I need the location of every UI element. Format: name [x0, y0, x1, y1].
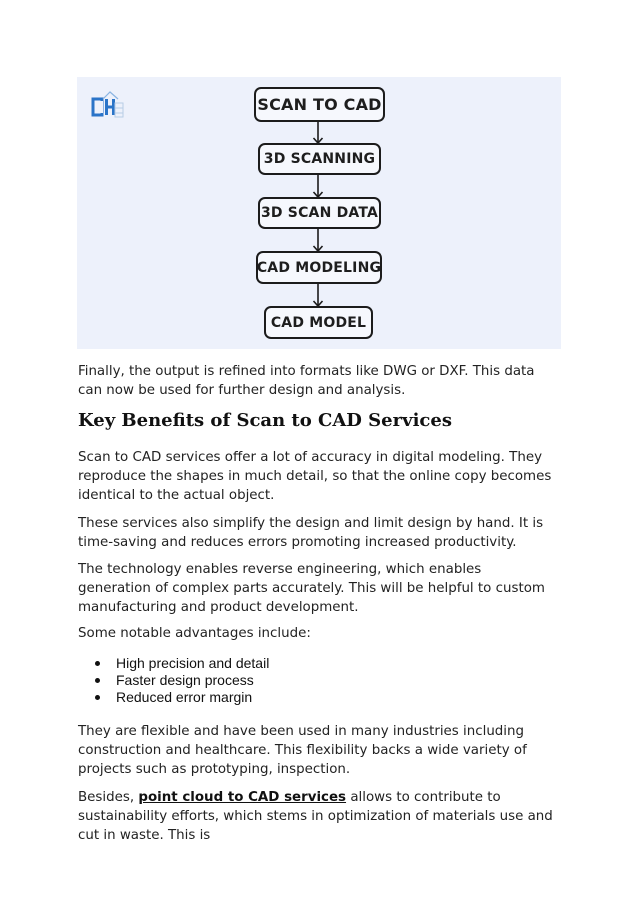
sustainability-text-end: allows to contribute to sustainability efforts, which stems in optimization of materials use and cut in waste. This is [78, 790, 553, 843]
paragraph-reverse-engineering: The technology enables reverse engineering, which enables generation of complex parts accurately. This will be helpful to custom manufacturing and product development. [78, 562, 545, 615]
list-item [92, 689, 269, 706]
bullet-icon [95, 695, 100, 700]
list-item [92, 672, 269, 689]
sustainability-text-start: Besides, [78, 790, 135, 805]
advantages-list [92, 655, 269, 706]
paragraph-simplify-design: These services also simplify the design and limit design by hand. It is time-saving and reduces errors promoting increased productivity. [78, 516, 544, 550]
paragraph-sustainability [78, 788, 558, 845]
flowchart-step-3d-scanning: 3D SCANNING [258, 143, 381, 175]
paragraph-accuracy: Scan to CAD services offer a lot of accuracy in digital modeling. They reproduce the shapes in much detail, so that the online copy becomes identical to the actual object. [78, 450, 552, 503]
list-item-text: Faster design process [116, 672, 254, 688]
flowchart-step-cad-modeling: CAD MODELING [256, 251, 382, 284]
bullet-icon [95, 661, 100, 666]
list-item-text: High precision and detail [116, 655, 270, 671]
flowchart-step-scan-to-cad: SCAN TO CAD [254, 87, 385, 122]
list-item [92, 655, 269, 672]
point-cloud-to-cad-link[interactable]: point cloud to CAD services [138, 790, 347, 805]
section-heading: Key Benefits of Scan to CAD Services [78, 410, 452, 431]
paragraph-advantages-intro: Some notable advantages include: [78, 626, 311, 641]
bullet-icon [95, 678, 100, 683]
paragraph-output-formats: Finally, the output is refined into formats like DWG or DXF. This data can now be used for further design and analysis. [78, 364, 535, 398]
paragraph-flexibility: They are flexible and have been used in many industries including construction and healthcare. This flexibility backs a wide variety of projects such as prototyping, inspection. [78, 724, 527, 777]
flowchart-step-3d-scan-data: 3D SCAN DATA [258, 197, 381, 229]
flowchart-step-cad-model: CAD MODEL [264, 306, 373, 339]
scan-to-cad-figure [77, 77, 561, 349]
list-item-text: Reduced error margin [116, 689, 253, 705]
